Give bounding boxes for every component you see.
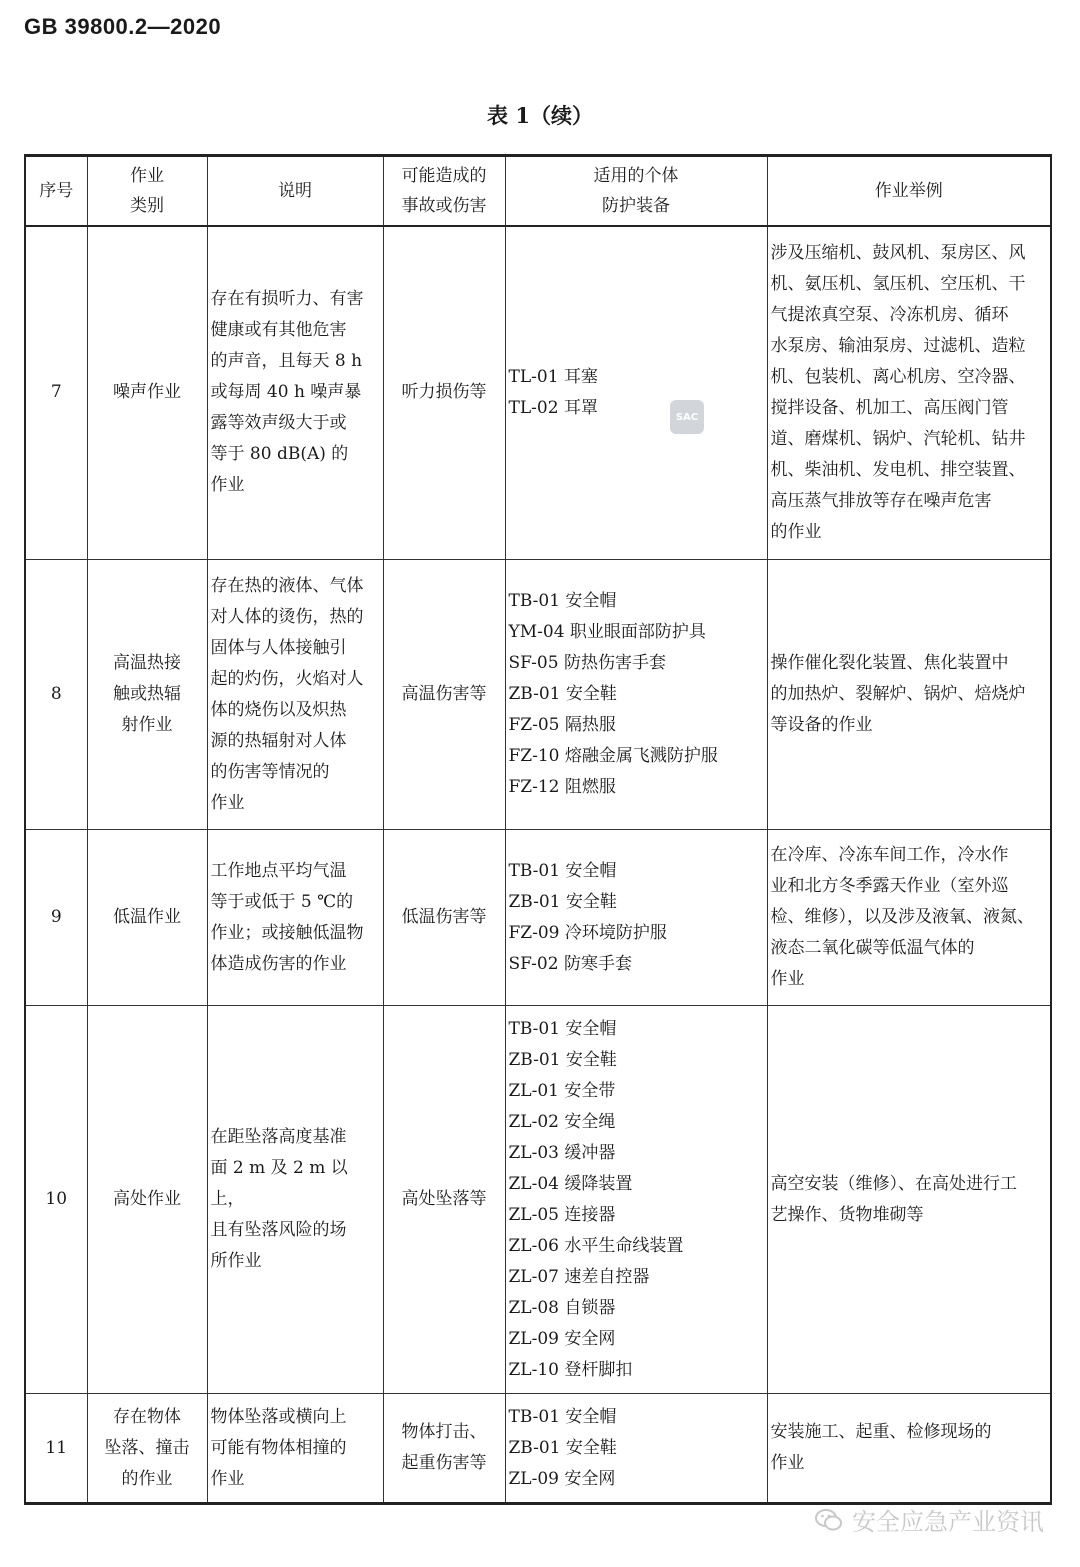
row-examples xyxy=(767,1394,1051,1504)
row-equipment-line: TB-01 安全帽 xyxy=(508,1018,617,1039)
row-examples xyxy=(767,560,1051,830)
row-examples xyxy=(767,830,1051,1006)
row-examples-line: 机、柴油机、发电机、排空装置、 xyxy=(770,459,1026,480)
row-category-line: 触或热辐 xyxy=(113,684,181,704)
row-description-line: 的伤害等情况的 xyxy=(210,761,330,782)
row-category-line: 噪声作业 xyxy=(113,382,181,403)
row-description xyxy=(207,1394,383,1504)
row-equipment-line: ZL-09 安全网 xyxy=(508,1468,616,1489)
row-examples-line: 操作催化裂化装置、焦化装置中 xyxy=(770,653,1009,673)
row-equipment-line: ZL-03 缓冲器 xyxy=(508,1142,616,1163)
row-equipment-line: ZL-09 安全网 xyxy=(508,1328,616,1349)
row-description-line: 所作业 xyxy=(210,1251,262,1271)
row-description-line: 作业 xyxy=(210,1468,245,1489)
row-equipment xyxy=(505,560,767,830)
row-description-line: 等于 80 dB(A) 的 xyxy=(210,444,349,465)
row-equipment-line: ZB-01 安全鞋 xyxy=(508,1049,617,1070)
header-equipment: 适用的个体 防护装备 xyxy=(505,156,767,226)
row-description-line: 体造成伤害的作业 xyxy=(210,953,347,974)
row-examples-line: 道、磨煤机、锅炉、汽轮机、钻井 xyxy=(770,428,1026,449)
row-injury-line: 物体打击、 xyxy=(401,1422,487,1442)
row-examples-line: 艺操作、货物堆砌等 xyxy=(770,1204,924,1225)
row-description-line: 体的烧伤以及炽热 xyxy=(210,699,347,720)
ppe-table xyxy=(24,154,1052,1505)
row-examples-line: 液态二氧化碳等低温气体的 xyxy=(770,938,975,958)
row-examples-line: 检、维修），以及涉及液氧、液氮、 xyxy=(770,907,1034,927)
row-equipment-line: ZL-05 连接器 xyxy=(508,1204,616,1225)
header-examples: 作业举例 xyxy=(767,156,1051,226)
row-equipment-line: SF-05 防热伤害手套 xyxy=(508,653,666,673)
row-examples xyxy=(767,226,1051,560)
row-examples-line: 的作业 xyxy=(770,521,822,542)
row-category-line: 坠落、撞击 xyxy=(104,1437,190,1458)
row-seq: 9 xyxy=(25,830,87,1006)
row-description-line: 源的热辐射对人体 xyxy=(210,730,347,751)
row-description-line: 存在热的液体、气体 xyxy=(210,575,364,596)
row-equipment-line: SF-02 防寒手套 xyxy=(508,953,632,974)
row-description xyxy=(207,226,383,560)
row-examples-line: 涉及压缩机、鼓风机、泵房区、风 xyxy=(770,242,1026,263)
row-description-line: 露等效声级大于或 xyxy=(210,413,347,434)
row-category-line: 高温热接 xyxy=(113,653,181,673)
row-examples-line: 作业 xyxy=(770,969,805,989)
footer-watermark xyxy=(814,1502,1044,1537)
row-description-line: 健康或有其他危害 xyxy=(210,320,347,341)
row-description-line: 物体坠落或横向上 xyxy=(210,1406,347,1427)
row-description xyxy=(207,830,383,1006)
row-equipment-line: ZL-10 登杆脚扣 xyxy=(508,1359,633,1380)
row-description xyxy=(207,560,383,830)
row-category-line: 低温作业 xyxy=(113,907,181,927)
table-header-row xyxy=(25,156,1051,226)
row-examples-line: 高压蒸气排放等存在噪声危害 xyxy=(770,490,992,511)
row-injury-line: 低温伤害等 xyxy=(401,907,487,927)
row-equipment-line: YM-04 职业眼面部防护具 xyxy=(508,622,706,642)
row-equipment-line: FZ-12 阻燃服 xyxy=(508,777,616,797)
sac-logo-watermark: SAC xyxy=(670,400,704,434)
row-equipment xyxy=(505,830,767,1006)
row-equipment-line: FZ-05 隔热服 xyxy=(508,715,616,735)
row-equipment-line: TB-01 安全帽 xyxy=(508,1406,617,1427)
row-description-line: 对人体的烫伤，热的 xyxy=(210,606,364,627)
row-category-line: 的作业 xyxy=(121,1468,173,1489)
row-examples-line: 机、包装机、离心机房、空冷器、 xyxy=(770,366,1026,387)
row-description-line: 作业 xyxy=(210,792,245,813)
table-row xyxy=(25,830,1051,1006)
row-equipment xyxy=(505,1006,767,1394)
row-description-line: 存在有损听力、有害 xyxy=(210,289,364,310)
row-category-line: 存在物体 xyxy=(113,1406,181,1427)
row-injury xyxy=(383,830,505,1006)
row-equipment-line: ZB-01 安全鞋 xyxy=(508,891,617,912)
row-description-line: 作业 xyxy=(210,475,245,496)
row-injury-line: 高处坠落等 xyxy=(401,1189,487,1209)
row-injury-line: 高温伤害等 xyxy=(401,684,487,704)
header-description: 说明 xyxy=(207,156,383,226)
row-category-line: 射作业 xyxy=(121,715,173,735)
row-equipment-line: ZL-01 安全带 xyxy=(508,1080,616,1101)
row-category xyxy=(87,830,207,1006)
standard-code: GB 39800.2—2020 xyxy=(24,14,222,39)
row-examples-line: 气提浓真空泵、冷冻机房、循环 xyxy=(770,304,1009,325)
row-description-line: 等于或低于 5 ℃的 xyxy=(210,891,354,912)
row-injury-line: 听力损伤等 xyxy=(401,382,487,403)
row-injury xyxy=(383,560,505,830)
row-seq: 10 xyxy=(25,1006,87,1394)
header-category: 作业 类别 xyxy=(87,156,207,226)
row-equipment xyxy=(505,1394,767,1504)
row-description-line: 且有坠落风险的场 xyxy=(210,1220,347,1240)
table-row xyxy=(25,1006,1051,1394)
footer-watermark-text: 安全应急产业资讯 xyxy=(852,1508,1044,1536)
row-equipment-line: ZL-04 缓降装置 xyxy=(508,1173,633,1194)
row-description-line: 在距坠落高度基准 xyxy=(210,1127,347,1147)
row-equipment-line: ZB-01 安全鞋 xyxy=(508,1437,617,1458)
row-examples-line: 搅拌设备、机加工、高压阀门管 xyxy=(770,397,1009,418)
row-examples-line: 业和北方冬季露天作业（室外巡 xyxy=(770,876,1009,896)
row-equipment-line: TL-02 耳罩 xyxy=(508,397,598,418)
row-injury xyxy=(383,226,505,560)
table-row xyxy=(25,1394,1051,1504)
row-examples-line: 水泵房、输油泵房、过滤机、造粒 xyxy=(770,335,1026,356)
row-equipment-line: TL-01 耳塞 xyxy=(508,366,598,387)
row-description-line: 可能有物体相撞的 xyxy=(210,1437,347,1458)
row-equipment xyxy=(505,226,767,560)
header-seq: 序号 xyxy=(25,156,87,226)
row-equipment-line: ZL-07 速差自控器 xyxy=(508,1266,650,1287)
row-description-line: 工作地点平均气温 xyxy=(210,860,347,881)
row-seq: 11 xyxy=(25,1394,87,1504)
row-seq: 7 xyxy=(25,226,87,560)
row-equipment-line: ZL-08 自锁器 xyxy=(508,1297,616,1318)
row-description-line: 起的灼伤，火焰对人 xyxy=(210,668,364,689)
row-category xyxy=(87,1394,207,1504)
table-row xyxy=(25,560,1051,830)
row-equipment-line: FZ-10 熔融金属飞溅防护服 xyxy=(508,746,718,766)
row-examples-line: 在冷库、冷冻车间工作，冷水作 xyxy=(770,845,1009,865)
row-injury xyxy=(383,1006,505,1394)
row-equipment-line: TB-01 安全帽 xyxy=(508,591,617,611)
row-description-line: 或每周 40 h 噪声暴 xyxy=(210,382,362,403)
row-equipment-line: TB-01 安全帽 xyxy=(508,860,617,881)
table-row xyxy=(25,226,1051,560)
row-equipment-line: ZL-06 水平生命线装置 xyxy=(508,1235,684,1256)
row-description-line: 作业；或接触低温物 xyxy=(210,922,364,943)
row-examples-line: 机、氨压机、氢压机、空压机、干 xyxy=(770,273,1026,294)
row-examples-line: 安装施工、起重、检修现场的 xyxy=(770,1422,992,1442)
row-injury-line: 起重伤害等 xyxy=(401,1453,487,1473)
row-category xyxy=(87,560,207,830)
row-description-line: 面 2 m 及 2 m 以上， xyxy=(210,1158,348,1209)
row-examples-line: 高空安装（维修）、在高处进行工 xyxy=(770,1173,1017,1194)
row-examples xyxy=(767,1006,1051,1394)
row-description xyxy=(207,1006,383,1394)
row-examples-line: 作业 xyxy=(770,1453,805,1473)
row-examples-line: 的加热炉、裂解炉、锅炉、焙烧炉 xyxy=(770,684,1026,704)
row-description-line: 固体与人体接触引 xyxy=(210,637,347,658)
row-category-line: 高处作业 xyxy=(113,1189,181,1209)
row-examples-line: 等设备的作业 xyxy=(770,715,873,735)
row-equipment-line: ZL-02 安全绳 xyxy=(508,1111,616,1132)
row-category xyxy=(87,1006,207,1394)
table-title: 表 1（续） xyxy=(487,103,593,128)
row-equipment-line: ZB-01 安全鞋 xyxy=(508,684,617,704)
row-seq: 8 xyxy=(25,560,87,830)
row-equipment-line: FZ-09 冷环境防护服 xyxy=(508,922,667,943)
wechat-icon xyxy=(814,1505,844,1535)
header-injury: 可能造成的 事故或伤害 xyxy=(383,156,505,226)
row-injury xyxy=(383,1394,505,1504)
row-description-line: 的声音，且每天 8 h xyxy=(210,351,363,372)
row-category xyxy=(87,226,207,560)
